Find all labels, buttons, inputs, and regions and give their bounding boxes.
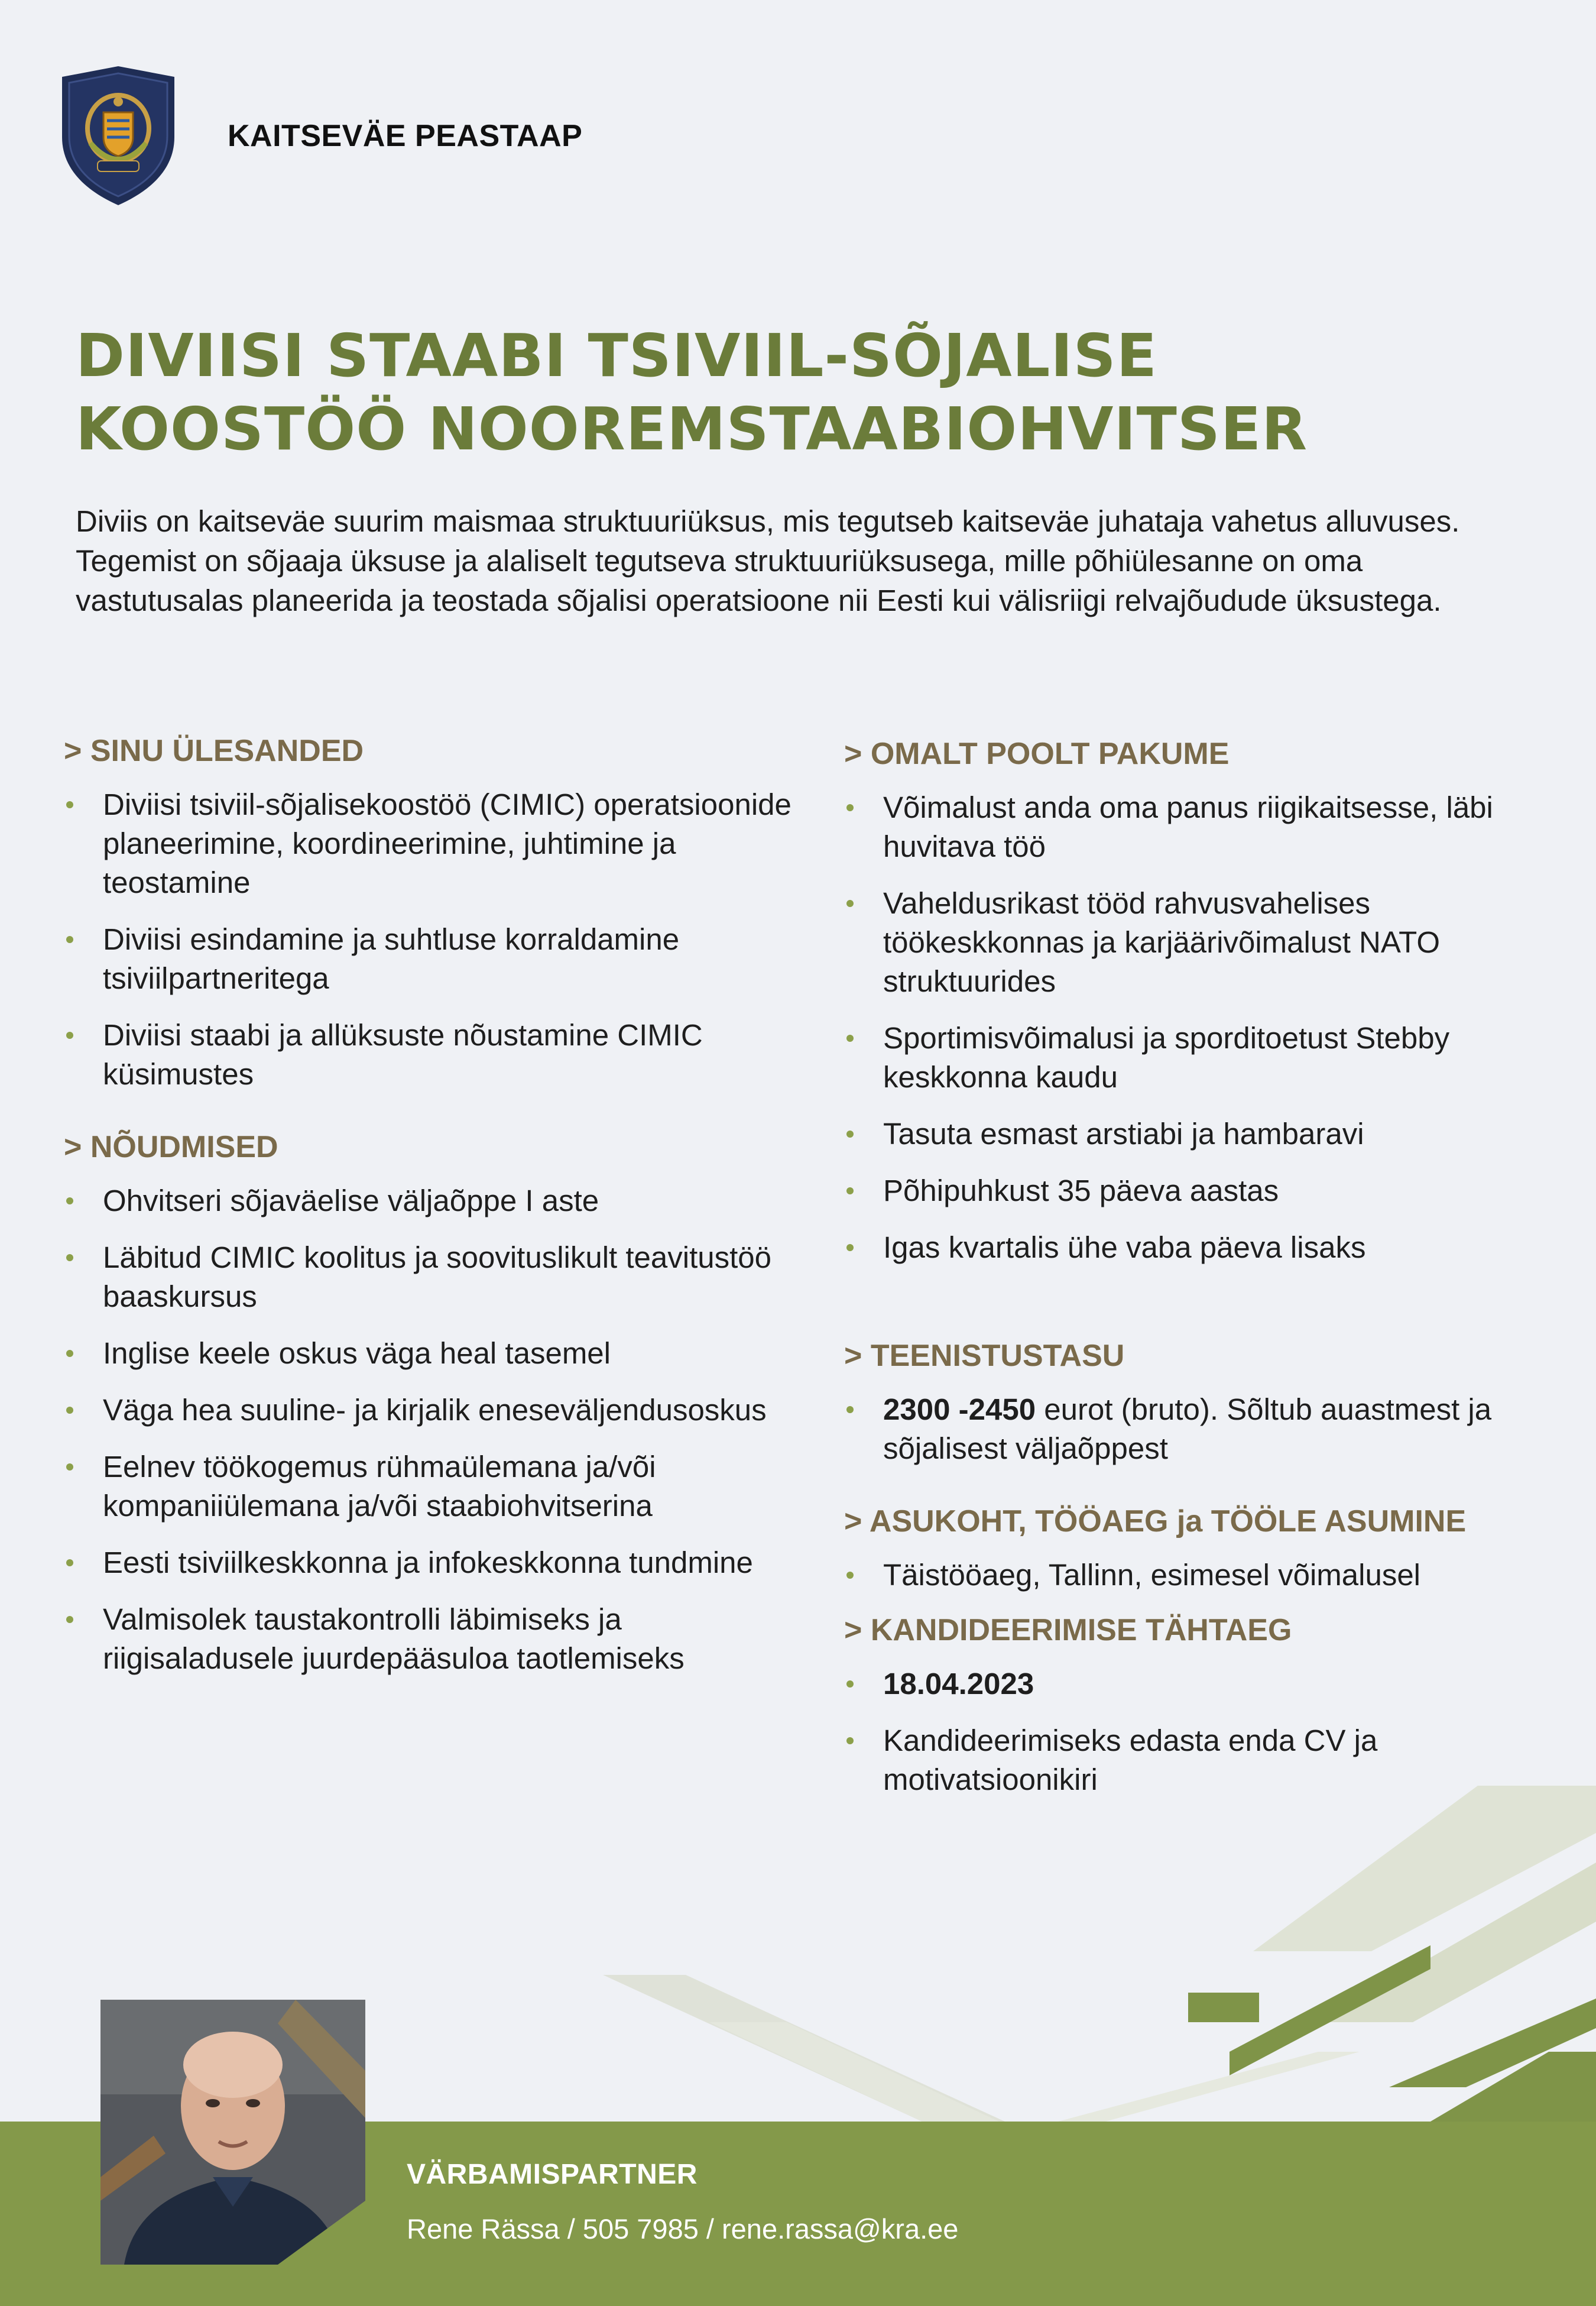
tasks-list xyxy=(64,785,803,1094)
list-item: Väga hea suuline- ja kirjalik eneseväljendusoskus xyxy=(64,1391,803,1430)
salary-list xyxy=(844,1390,1553,1468)
location-section xyxy=(844,1504,1553,1595)
list-item: Inglise keele oskus väga heal tasemel xyxy=(64,1334,803,1373)
offer-list xyxy=(844,788,1553,1267)
list-item: Igas kvartalis ühe vaba päeva lisaks xyxy=(844,1228,1553,1267)
right-column xyxy=(844,736,1553,1817)
list-item: Läbitud CIMIC koolitus ja soovituslikult teavitustöö baaskursus xyxy=(64,1238,803,1316)
job-title-line-2: KOOSTÖÖ NOOREMSTAABIOHVITSER xyxy=(76,394,1308,464)
list-item: Sportimisvõimalusi ja sporditoetust Stebby keskkonna kaudu xyxy=(844,1019,1553,1097)
tasks-heading: > SINU ÜLESANDED xyxy=(64,734,364,768)
salary-text: eurot (bruto). Sõltub auastmest ja sõjalisest väljaõppest xyxy=(883,1392,1492,1465)
location-heading: > ASUKOHT, TÖÖAEG ja TÖÖLE ASUMINE xyxy=(844,1504,1467,1539)
requirements-list xyxy=(64,1181,803,1678)
location-list xyxy=(844,1556,1553,1595)
list-item: Diviisi tsiviil-sõjalisekoostöö (CIMIC) operatsioonide planeerimine, koordineerimine, juhtimine ja teostamine xyxy=(64,785,803,902)
defence-forces-crest-icon xyxy=(56,66,180,205)
requirements-heading: > NÕUDMISED xyxy=(64,1130,278,1164)
deadline-heading: > KANDIDEERIMISE TÄHTAEG xyxy=(844,1613,1292,1647)
deadline-date: 18.04.2023 xyxy=(844,1664,1553,1703)
tasks-section xyxy=(64,733,803,1094)
deadline-note: Kandideerimiseks edasta enda CV ja motivatsioonikiri xyxy=(844,1721,1553,1799)
intro-paragraph: Diviis on kaitseväe suurim maismaa struktuuriüksus, mis tegutseb kaitseväe juhataja vahetus alluvuses. Tegemist on sõjaaja üksuse ja alaliselt tegutseva struktuuriüksusega, mille põhiülesanne on oma vastutusalas planeerida ja teostada sõjalisi operatsioone nii Eesti kui välisriigi relvajõudude üksustega. xyxy=(76,504,1460,617)
requirements-section xyxy=(64,1129,803,1678)
list-item: Diviisi esindamine ja suhtluse korraldamine tsiviilpartneritega xyxy=(64,920,803,998)
salary-heading: > TEENISTUSTASU xyxy=(844,1339,1125,1373)
list-item: Vaheldusrikast tööd rahvusvahelises töökeskkonnas ja karjäärivõimalust NATO struktuurides xyxy=(844,884,1553,1001)
offer-section xyxy=(844,736,1553,1267)
offer-heading: > OMALT POOLT PAKUME xyxy=(844,737,1230,771)
deadline-section xyxy=(844,1612,1553,1799)
list-item: Tasuta esmast arstiabi ja hambaravi xyxy=(844,1115,1553,1154)
organization-name: KAITSEVÄE PEASTAAP xyxy=(228,118,583,153)
list-item: Põhipuhkust 35 päeva aastas xyxy=(844,1171,1553,1210)
list-item: Täistööaeg, Tallinn, esimesel võimalusel xyxy=(844,1556,1553,1595)
list-item: Valmisolek taustakontrolli läbimiseks ja riigisaladusele juurdepääsuloa taotlemiseks xyxy=(64,1600,803,1678)
recruiter-portrait xyxy=(100,2000,365,2265)
recruiter-contact[interactable]: Rene Rässa / 505 7985 / rene.rassa@kra.ee xyxy=(407,2213,959,2245)
salary-item xyxy=(844,1390,1553,1468)
recruiter-label: VÄRBAMISPARTNER xyxy=(407,2159,698,2190)
job-title-line-1: DIVIISI STAABI TSIVIIL-SÕJALISE xyxy=(76,321,1157,390)
list-item: Ohvitseri sõjaväelise väljaõppe I aste xyxy=(64,1181,803,1220)
list-item: Võimalust anda oma panus riigikaitsesse, läbi huvitava töö xyxy=(844,788,1553,866)
job-title xyxy=(76,319,1524,466)
salary-amount: 2300 -2450 xyxy=(883,1392,1036,1426)
salary-section xyxy=(844,1338,1553,1468)
list-item: Eesti tsiviilkeskkonna ja infokeskkonna tundmine xyxy=(64,1543,803,1582)
list-item: Diviisi staabi ja allüksuste nõustamine CIMIC küsimustes xyxy=(64,1016,803,1094)
header xyxy=(56,66,582,205)
left-column xyxy=(64,733,803,1696)
list-item: Eelnev töökogemus rühmaülemana ja/või kompaniiülemana ja/või staabiohvitserina xyxy=(64,1447,803,1526)
